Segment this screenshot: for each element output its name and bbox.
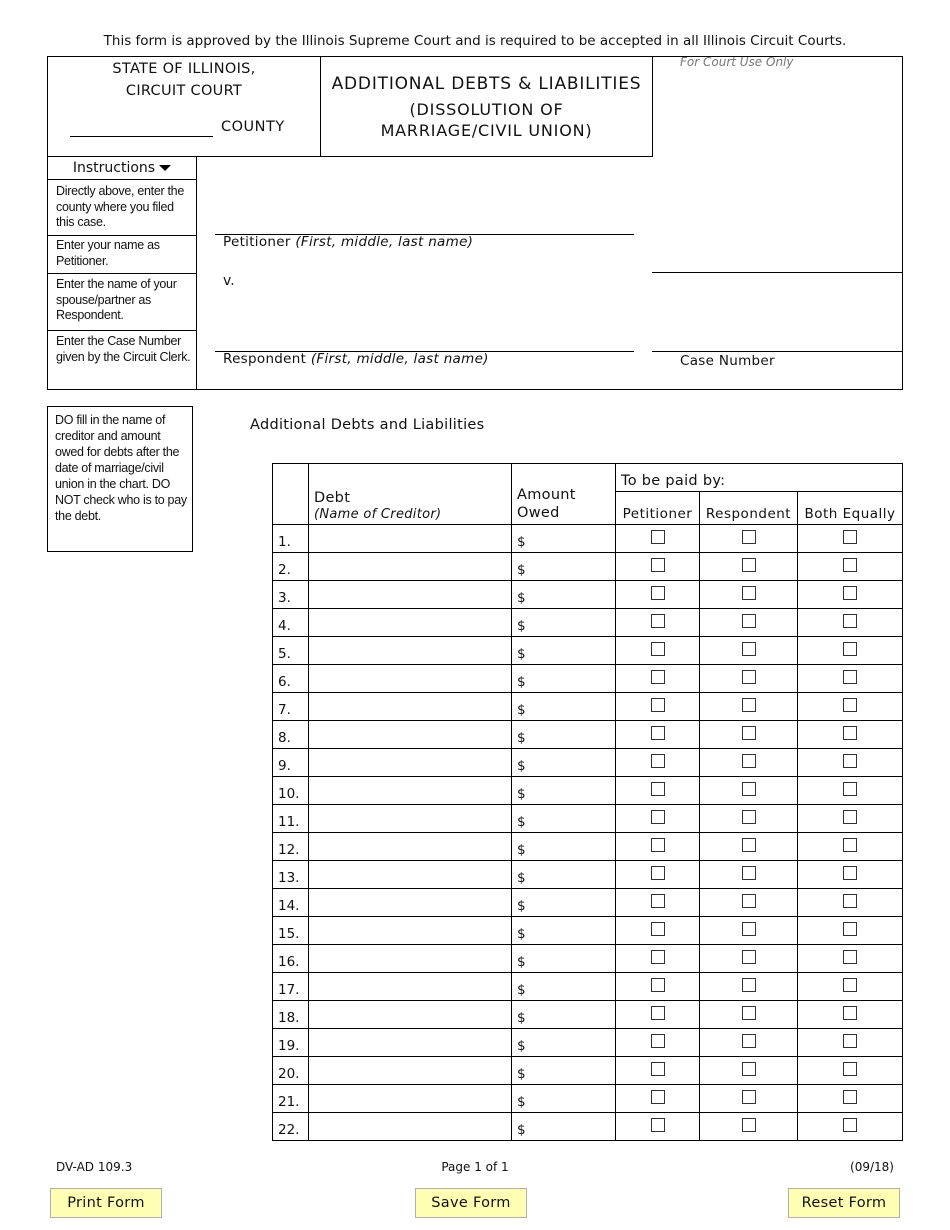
- petitioner-checkbox[interactable]: [651, 978, 665, 992]
- respondent-checkbox[interactable]: [742, 726, 756, 740]
- both-equally-checkbox[interactable]: [843, 950, 857, 964]
- respondent-checkbox[interactable]: [742, 922, 756, 936]
- both-equally-checkbox[interactable]: [843, 614, 857, 628]
- both-equally-checkbox[interactable]: [843, 726, 857, 740]
- creditor-name-input[interactable]: [309, 609, 512, 637]
- county-label: COUNTY: [221, 119, 285, 135]
- both-equally-checkbox[interactable]: [843, 670, 857, 684]
- debt-row: [273, 581, 903, 609]
- petitioner-label: Petitioner (First, middle, last name): [223, 234, 474, 250]
- instructions-header[interactable]: [47, 160, 197, 180]
- petitioner-checkbox[interactable]: [651, 1006, 665, 1020]
- debt-column-header: Debt (Name of Creditor): [309, 464, 512, 525]
- debt-row: [273, 1057, 903, 1085]
- creditor-name-input[interactable]: [309, 1029, 512, 1057]
- form-title: ADDITIONAL DEBTS & LIABILITIES: [331, 74, 642, 94]
- amount-owed-input[interactable]: $: [512, 1029, 616, 1057]
- creditor-name-input[interactable]: [309, 1057, 512, 1085]
- row-number: 10.: [273, 777, 309, 805]
- creditor-name-input[interactable]: [309, 1085, 512, 1113]
- petitioner-checkbox[interactable]: [651, 586, 665, 600]
- row-number: 9.: [273, 749, 309, 777]
- petitioner-checkbox[interactable]: [651, 642, 665, 656]
- page-number: Page 1 of 1: [441, 1160, 509, 1174]
- petitioner-checkbox[interactable]: [651, 754, 665, 768]
- revision-date: (09/18): [850, 1160, 894, 1174]
- amount-owed-input[interactable]: $: [512, 1001, 616, 1029]
- debt-row: [273, 917, 903, 945]
- both-equally-checkbox[interactable]: [843, 642, 857, 656]
- row-number: 15.: [273, 917, 309, 945]
- state-label: STATE OF ILLINOIS,: [112, 61, 256, 77]
- petitioner-checkbox[interactable]: [651, 698, 665, 712]
- row-number: 12.: [273, 833, 309, 861]
- row-number: 22.: [273, 1113, 309, 1141]
- petitioner-checkbox[interactable]: [651, 1062, 665, 1076]
- row-number: 6.: [273, 665, 309, 693]
- respondent-checkbox[interactable]: [742, 586, 756, 600]
- creditor-name-input[interactable]: [309, 525, 512, 553]
- both-equally-checkbox[interactable]: [843, 1034, 857, 1048]
- form-code: DV-AD 109.3: [56, 1160, 133, 1174]
- creditor-name-input[interactable]: [309, 833, 512, 861]
- petitioner-checkbox[interactable]: [651, 922, 665, 936]
- debts-table: [272, 463, 903, 1141]
- respondent-checkbox[interactable]: [742, 950, 756, 964]
- instruction-divider: [47, 273, 197, 274]
- petitioner-checkbox[interactable]: [651, 726, 665, 740]
- row-number: 19.: [273, 1029, 309, 1057]
- petitioner-checkbox[interactable]: [651, 950, 665, 964]
- debt-row: [273, 1113, 903, 1141]
- amount-owed-input[interactable]: $: [512, 1085, 616, 1113]
- paid-by-header: To be paid by:: [616, 464, 903, 492]
- save-form-button[interactable]: Save Form: [415, 1188, 527, 1218]
- amount-owed-input[interactable]: $: [512, 693, 616, 721]
- row-number: 7.: [273, 693, 309, 721]
- instructions-label: Instructions: [72, 160, 156, 176]
- row-number-header: [273, 464, 309, 525]
- print-form-button[interactable]: Print Form: [50, 1188, 162, 1218]
- both-equally-checkbox[interactable]: [843, 698, 857, 712]
- petitioner-checkbox[interactable]: [651, 838, 665, 852]
- row-number: 2.: [273, 553, 309, 581]
- circuit-court-label: CIRCUIT COURT: [125, 83, 243, 99]
- both-equally-checkbox[interactable]: [843, 838, 857, 852]
- court-cell: [47, 56, 321, 157]
- dropdown-triangle-icon: [159, 165, 171, 171]
- creditor-name-input[interactable]: [309, 917, 512, 945]
- both-equally-checkbox[interactable]: [843, 1062, 857, 1076]
- row-number: 13.: [273, 861, 309, 889]
- creditor-name-input[interactable]: [309, 805, 512, 833]
- both-equally-checkbox[interactable]: [843, 586, 857, 600]
- debt-row: [273, 833, 903, 861]
- creditor-name-input[interactable]: [309, 889, 512, 917]
- creditor-name-input[interactable]: [309, 637, 512, 665]
- row-number: 5.: [273, 637, 309, 665]
- title-cell: [320, 56, 653, 157]
- respondent-checkbox[interactable]: [742, 1006, 756, 1020]
- respondent-checkbox[interactable]: [742, 1090, 756, 1104]
- debt-row: [273, 1001, 903, 1029]
- amount-owed-input[interactable]: $: [512, 973, 616, 1001]
- respondent-column-header: Respondent: [700, 492, 798, 525]
- both-equally-checkbox[interactable]: [843, 754, 857, 768]
- row-number: 11.: [273, 805, 309, 833]
- both-equally-checkbox[interactable]: [843, 1006, 857, 1020]
- row-number: 21.: [273, 1085, 309, 1113]
- side-note: DO fill in the name of creditor and amount owed for debts after the date of marriage/civil union in the chart. DO NOT check who is to pay the debt.: [47, 406, 193, 552]
- debt-row: [273, 945, 903, 973]
- respondent-checkbox[interactable]: [742, 1034, 756, 1048]
- case-number-label: Case Number: [680, 353, 775, 369]
- both-equally-checkbox[interactable]: [843, 782, 857, 796]
- petitioner-checkbox[interactable]: [651, 1090, 665, 1104]
- both-equally-checkbox[interactable]: [843, 922, 857, 936]
- amount-owed-input[interactable]: $: [512, 889, 616, 917]
- amount-owed-input[interactable]: $: [512, 525, 616, 553]
- row-number: 20.: [273, 1057, 309, 1085]
- petitioner-checkbox[interactable]: [651, 670, 665, 684]
- creditor-name-input[interactable]: [309, 721, 512, 749]
- respondent-checkbox[interactable]: [742, 782, 756, 796]
- row-number: 14.: [273, 889, 309, 917]
- both-equally-checkbox[interactable]: [843, 810, 857, 824]
- instruction-divider: [47, 235, 197, 236]
- respondent-checkbox[interactable]: [742, 754, 756, 768]
- debt-row: [273, 1085, 903, 1113]
- row-number: 16.: [273, 945, 309, 973]
- amount-owed-input[interactable]: $: [512, 1113, 616, 1141]
- petitioner-checkbox[interactable]: [651, 558, 665, 572]
- row-number: 17.: [273, 973, 309, 1001]
- creditor-name-input[interactable]: [309, 581, 512, 609]
- row-number: 4.: [273, 609, 309, 637]
- petitioner-column-header: Petitioner: [616, 492, 700, 525]
- creditor-name-input[interactable]: [309, 861, 512, 889]
- debt-row: [273, 553, 903, 581]
- debt-row: [273, 777, 903, 805]
- respondent-checkbox[interactable]: [742, 1062, 756, 1076]
- approval-notice: This form is approved by the Illinois Supreme Court and is required to be accepted in all Illinois Circuit Courts.: [103, 33, 847, 49]
- amount-owed-input[interactable]: $: [512, 945, 616, 973]
- creditor-name-input[interactable]: [309, 693, 512, 721]
- debt-row: [273, 525, 903, 553]
- instruction-case-number: Enter the Case Number given by the Circuit Clerk.: [56, 334, 191, 364]
- debt-row: [273, 721, 903, 749]
- petitioner-checkbox[interactable]: [651, 782, 665, 796]
- amount-owed-input[interactable]: $: [512, 721, 616, 749]
- respondent-checkbox[interactable]: [742, 1118, 756, 1132]
- debt-row: [273, 665, 903, 693]
- petitioner-checkbox[interactable]: [651, 530, 665, 544]
- debt-row: [273, 749, 903, 777]
- creditor-name-input[interactable]: [309, 777, 512, 805]
- debt-row: [273, 973, 903, 1001]
- creditor-name-input[interactable]: [309, 749, 512, 777]
- instruction-divider: [47, 330, 197, 331]
- petitioner-checkbox[interactable]: [651, 614, 665, 628]
- court-use-label: For Court Use Only: [680, 55, 794, 69]
- petitioner-checkbox[interactable]: [651, 866, 665, 880]
- creditor-name-input[interactable]: [309, 1001, 512, 1029]
- amount-owed-input[interactable]: $: [512, 749, 616, 777]
- both-equally-checkbox[interactable]: [843, 894, 857, 908]
- both-equally-checkbox[interactable]: [843, 558, 857, 572]
- respondent-checkbox[interactable]: [742, 670, 756, 684]
- debt-row: [273, 1029, 903, 1057]
- amount-owed-input[interactable]: $: [512, 1057, 616, 1085]
- amount-owed-input[interactable]: $: [512, 777, 616, 805]
- county-input[interactable]: [70, 136, 213, 137]
- section-title: Additional Debts and Liabilities: [250, 417, 485, 433]
- both-equally-column-header: Both Equally: [798, 492, 903, 525]
- amount-owed-input[interactable]: $: [512, 805, 616, 833]
- both-equally-checkbox[interactable]: [843, 978, 857, 992]
- amount-owed-input[interactable]: $: [512, 609, 616, 637]
- respondent-checkbox[interactable]: [742, 838, 756, 852]
- both-equally-checkbox[interactable]: [843, 866, 857, 880]
- row-number: 18.: [273, 1001, 309, 1029]
- amount-owed-input[interactable]: $: [512, 861, 616, 889]
- respondent-checkbox[interactable]: [742, 866, 756, 880]
- row-number: 3.: [273, 581, 309, 609]
- instruction-county: Directly above, enter the county where you filed this case.: [56, 184, 184, 229]
- debt-row: [273, 609, 903, 637]
- both-equally-checkbox[interactable]: [843, 1090, 857, 1104]
- petitioner-checkbox[interactable]: [651, 894, 665, 908]
- amount-owed-input[interactable]: $: [512, 917, 616, 945]
- petitioner-checkbox[interactable]: [651, 1118, 665, 1132]
- respondent-checkbox[interactable]: [742, 558, 756, 572]
- both-equally-checkbox[interactable]: [843, 530, 857, 544]
- case-number-input[interactable]: [652, 351, 903, 352]
- instruction-respondent: Enter the name of your spouse/partner as Respondent.: [56, 277, 177, 322]
- petitioner-checkbox[interactable]: [651, 1034, 665, 1048]
- debt-row: [273, 805, 903, 833]
- amount-owed-input[interactable]: $: [512, 665, 616, 693]
- row-number: 1.: [273, 525, 309, 553]
- row-number: 8.: [273, 721, 309, 749]
- amount-owed-input[interactable]: $: [512, 833, 616, 861]
- creditor-name-input[interactable]: [309, 665, 512, 693]
- reset-form-button[interactable]: Reset Form: [788, 1188, 900, 1218]
- creditor-name-input[interactable]: [309, 553, 512, 581]
- form-subtitle-line-2: MARRIAGE/CIVIL UNION): [380, 121, 593, 140]
- form-subtitle-line-1: (DISSOLUTION OF: [409, 100, 564, 119]
- debt-row: [273, 889, 903, 917]
- respondent-checkbox[interactable]: [742, 698, 756, 712]
- amount-owed-input[interactable]: $: [512, 637, 616, 665]
- respondent-checkbox[interactable]: [742, 978, 756, 992]
- petitioner-checkbox[interactable]: [651, 810, 665, 824]
- debt-row: [273, 861, 903, 889]
- amount-owed-input[interactable]: $: [512, 581, 616, 609]
- respondent-checkbox[interactable]: [742, 894, 756, 908]
- both-equally-checkbox[interactable]: [843, 1118, 857, 1132]
- respondent-checkbox[interactable]: [742, 642, 756, 656]
- respondent-checkbox[interactable]: [742, 614, 756, 628]
- creditor-name-input[interactable]: [309, 945, 512, 973]
- instruction-petitioner: Enter your name as Petitioner.: [56, 238, 160, 268]
- versus-label: v.: [223, 273, 235, 289]
- amount-column-header: Amount Owed: [512, 464, 616, 525]
- respondent-label: Respondent (First, middle, last name): [223, 351, 489, 367]
- respondent-checkbox[interactable]: [742, 810, 756, 824]
- court-use-area: [652, 56, 903, 273]
- debt-row: [273, 693, 903, 721]
- debt-row: [273, 637, 903, 665]
- respondent-checkbox[interactable]: [742, 530, 756, 544]
- creditor-name-input[interactable]: [309, 1113, 512, 1141]
- amount-owed-input[interactable]: $: [512, 553, 616, 581]
- creditor-name-input[interactable]: [309, 973, 512, 1001]
